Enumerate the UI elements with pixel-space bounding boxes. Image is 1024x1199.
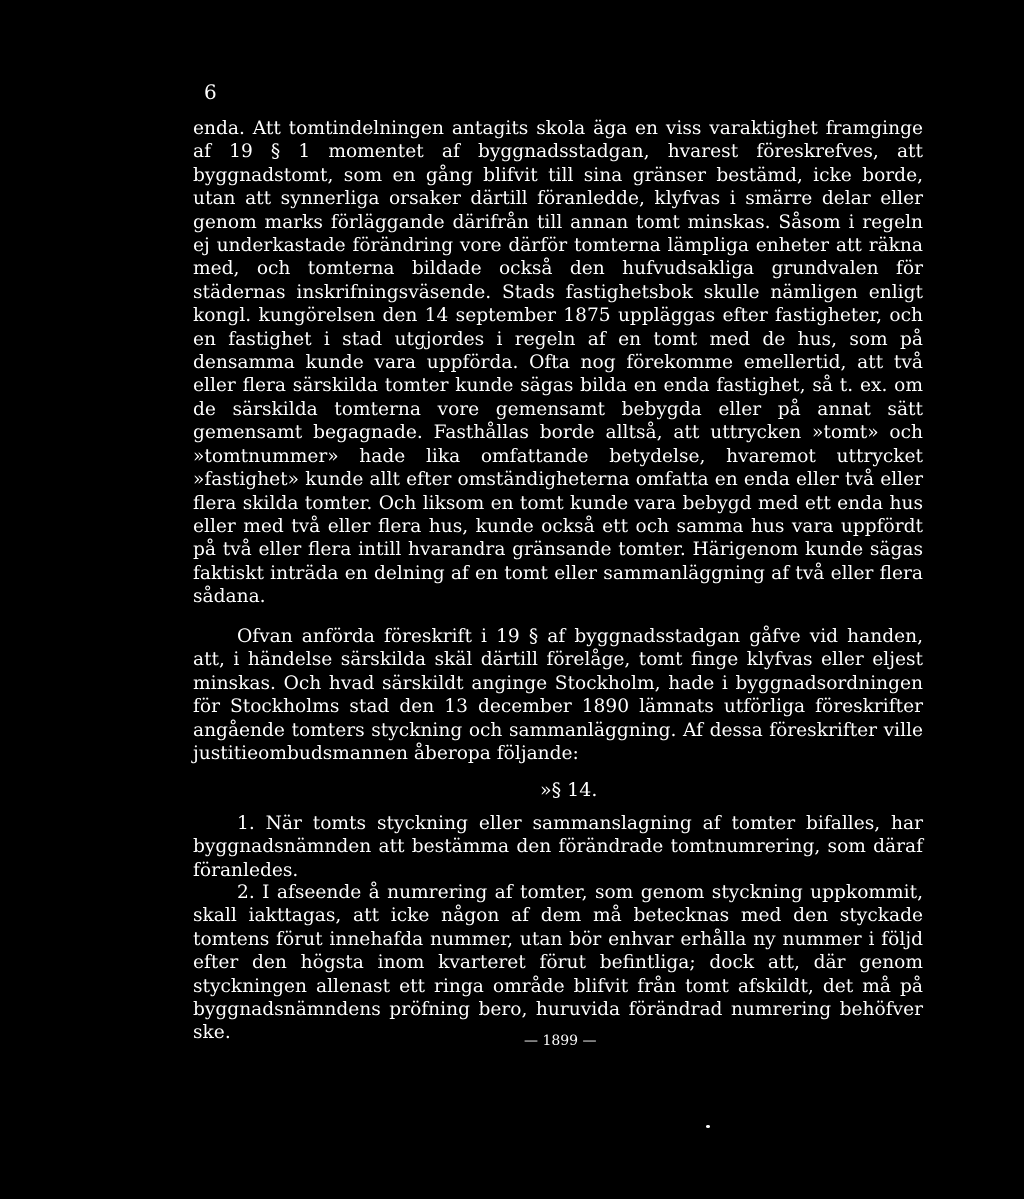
- body-paragraph-1: enda. Att tomtindelningen antagits skola äga en viss varaktighet framginge af 19 § 1 momentet af byggnadsstadgan, hvarest föreskrefves, att byggnadstomt, som en gång blifvit till sina gränser bestämd, icke borde, utan att synnerliga orsaker därtill föranledde, klyfvas i smärre delar eller genom marks förläggande därifrån till annan tomt minskas. Såsom i regeln ej underkastade förändring vore därför tomterna lämpliga enheter att räkna med, och tomterna bildade också den hufvudsakliga grundvalen för städernas inskrifningsväsende. Stads fastighetsbok skulle nämligen enligt kongl. kungörelsen den 14 september 1875 uppläggas efter fastigheter, och en fastighet i stad utgjordes i regeln af en tomt med de hus, som på densamma kunde vara uppförda. Ofta nog förekomme emellertid, att två eller flera särskilda tomter kunde sägas bilda en enda fastighet, så t. ex. om de särskilda tomterna vore gemensamt bebygda eller på annat sätt gemensamt begagnade. Fasthållas borde alltså, att uttrycken »tomt» och »tomtnummer» hade lika omfattande betydelse, hvaremot uttrycket »fastighet» kunde allt efter omständigheterna omfatta en enda eller två eller flera skilda tomter. Och liksom en tomt kunde vara bebygd med ett enda hus eller med två eller flera hus, kunde också ett och samma hus vara uppfördt på två eller flera intill hvarandra gränsande tomter. Härigenom kunde sägas faktiskt inträda en delning af en tomt eller sammanläggning af två eller flera sådana.: [193, 118, 923, 608]
- clause-1: 1. När tomts styckning eller sammanslagning af tomter bifalles, har byggnadsnämnden att bestämma den förändrade tomtnumrering, som däraf föranledes.: [193, 813, 923, 881]
- clause-2: 2. I afseende å numrering af tomter, som genom styckning uppkommit, skall iakttagas, att icke någon af dem må betecknas med den styckade tomtens förut innehafda nummer, utan bör enhvar erhålla ny nummer i följd efter den högsta inom kvarteret förut befintliga; dock att, där genom styckningen allenast ett ringa område blifvit från tomt afskildt, det må på byggnadsnämndens pröfning bero, huruvida förändrad numrering behöfver ske.: [193, 882, 923, 1044]
- section-heading: »§ 14.: [540, 779, 598, 801]
- page-number: 6: [204, 80, 217, 104]
- body-paragraph-2: Ofvan anförda föreskrift i 19 § af byggnadsstadgan gåfve vid handen, att, i händelse särskilda skäl därtill förelåge, tomt finge klyfvas eller eljest minskas. Och hvad särskildt anginge Stockholm, hade i byggnadsordningen för Stockholms stad den 13 december 1890 lämnats utförliga föreskrifter angående tomters styckning och sammanläggning. Af dessa föreskrifter ville justitieombudsmannen åberopa följande:: [193, 626, 923, 765]
- year-marker: — 1899 —: [524, 1033, 597, 1049]
- print-speck: [706, 1125, 710, 1128]
